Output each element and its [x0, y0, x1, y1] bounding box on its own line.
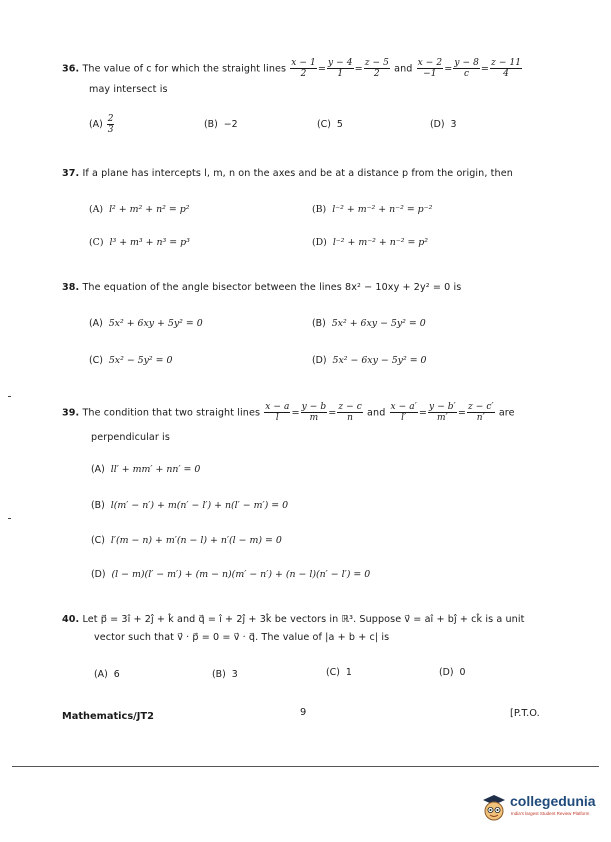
question-text: If a plane has intercepts l, m, n on the axes and be at a distance p from the origin, then [82, 168, 513, 179]
question-number: 39. [62, 407, 80, 419]
fraction: $\frac{z - 11}{4}$ [491, 58, 522, 79]
option-a: (A) l² + m² + n² = p² [89, 204, 190, 215]
question-text-continued: perpendicular is [91, 432, 170, 443]
option-d: (D) l⁻² + m⁻² + n⁻² = p² [312, 237, 429, 248]
option-b: (B) l(m′ − n′) + m(n′ − l′) + n(l′ − m′) = 0 [91, 500, 289, 511]
option-c: (C) 1 [326, 667, 352, 678]
fraction: $\frac{x - 1}{2}$ [291, 58, 316, 79]
logo-tagline: India's largest Student Review Platform [511, 811, 590, 816]
option-d: (D) (l − m)(l′ − m′) + (m − n)(m′ − n′) + (n − l)(n′ − l′) = 0 [91, 569, 371, 580]
question-text: Let p⃗ = 3î + 2ĵ + k̂ and q⃗ = î + 2ĵ + 3k̂ be vectors in ℝ³. Suppose v⃗ = aî + bĵ + ck̂ is a unit [82, 614, 525, 625]
option-c: (C) 5x² − 5y² = 0 [89, 355, 173, 366]
question-text: The value of c for which the straight lines [82, 63, 287, 75]
option-d: (D) 5x² − 6xy − 5y² = 0 [312, 355, 427, 366]
question-40 [62, 614, 524, 625]
option-c: (C) l′(m − n) + m′(n − l) + n′(l − m) = 0 [91, 535, 282, 546]
fraction: $\frac{y - 8}{c}$ [454, 58, 479, 79]
question-text-continued: vector such that v⃗ · p⃗ = 0 = v⃗ · q⃗. The value of |a + b + c| is [94, 632, 390, 643]
page-number: 9 [300, 707, 307, 718]
fraction: $\frac{z - c'}{n'}$ [467, 402, 494, 423]
fraction: $\frac{z - 5}{2}$ [364, 58, 389, 79]
question-38 [62, 282, 461, 293]
pto-label: [P.T.O. [510, 708, 540, 719]
option-b: (B) −2 [204, 119, 238, 130]
option-a: (A) 6 [94, 669, 120, 680]
option-a: (A) $\frac{2}{3}$ [89, 114, 114, 135]
option-b: (B) l⁻² + m⁻² + n⁻² = p⁻² [312, 204, 433, 215]
scan-mark [8, 396, 11, 397]
question-number: 36. [62, 63, 80, 75]
fraction: $\frac{y - b}{m}$ [301, 402, 327, 423]
option-c: (C) 5 [317, 119, 343, 130]
question-37 [62, 168, 513, 179]
question-text-continued: may intersect is [89, 84, 168, 95]
scan-mark [8, 518, 11, 519]
logo-mascot-icon [480, 792, 508, 824]
question-number: 37. [62, 168, 80, 179]
fraction: $\frac{x - 2}{-1}$ [417, 58, 443, 79]
option-d: (D) 0 [439, 667, 466, 678]
option-a: (A) 5x² + 6xy + 5y² = 0 [89, 318, 203, 329]
fraction: $\frac{z - c}{n}$ [338, 402, 362, 423]
fraction: $\frac{x - a'}{l'}$ [390, 402, 417, 423]
collegedunia-logo [480, 790, 604, 830]
question-36: 36. The value of c for which the straight lines $\frac{x - 1}{2}$ = $\frac{y - 4}{1}$ = $\frac{z - 5}{2}$ and $\frac{x - 2}{-1}$ = $\frac{y - 8}{c}$ = $\frac{z - 11}{4}$ [62, 58, 522, 79]
option-c: (C) l³ + m³ + n³ = p³ [89, 237, 190, 248]
option-b: (B) 5x² + 6xy − 5y² = 0 [312, 318, 426, 329]
question-text: The equation of the angle bisector between the lines 8x² − 10xy + 2y² = 0 is [82, 282, 462, 293]
fraction: $\frac{y - b'}{m'}$ [429, 402, 456, 423]
question-39: 39. The condition that two straight lines $\frac{x - a}{l}$ = $\frac{y - b}{m}$ = $\frac{z - c}{n}$ and $\frac{x - a'}{l'}$ = $\frac{y - b'}{m'}$ = $\frac{z - c'}{n'}$ are [62, 402, 515, 423]
question-number: 38. [62, 282, 80, 293]
question-number: 40. [62, 614, 80, 625]
option-b: (B) 3 [212, 669, 238, 680]
divider [12, 766, 599, 767]
footer-subject: Mathematics/JT2 [62, 711, 154, 722]
option-a: (A) ll′ + mm′ + nn′ = 0 [91, 464, 201, 475]
option-d: (D) 3 [430, 119, 457, 130]
fraction: $\frac{x - a}{l}$ [265, 402, 290, 423]
fraction: $\frac{y - 4}{1}$ [327, 58, 353, 79]
question-text: The condition that two straight lines [82, 407, 261, 419]
logo-name: collegedunia [510, 793, 596, 809]
